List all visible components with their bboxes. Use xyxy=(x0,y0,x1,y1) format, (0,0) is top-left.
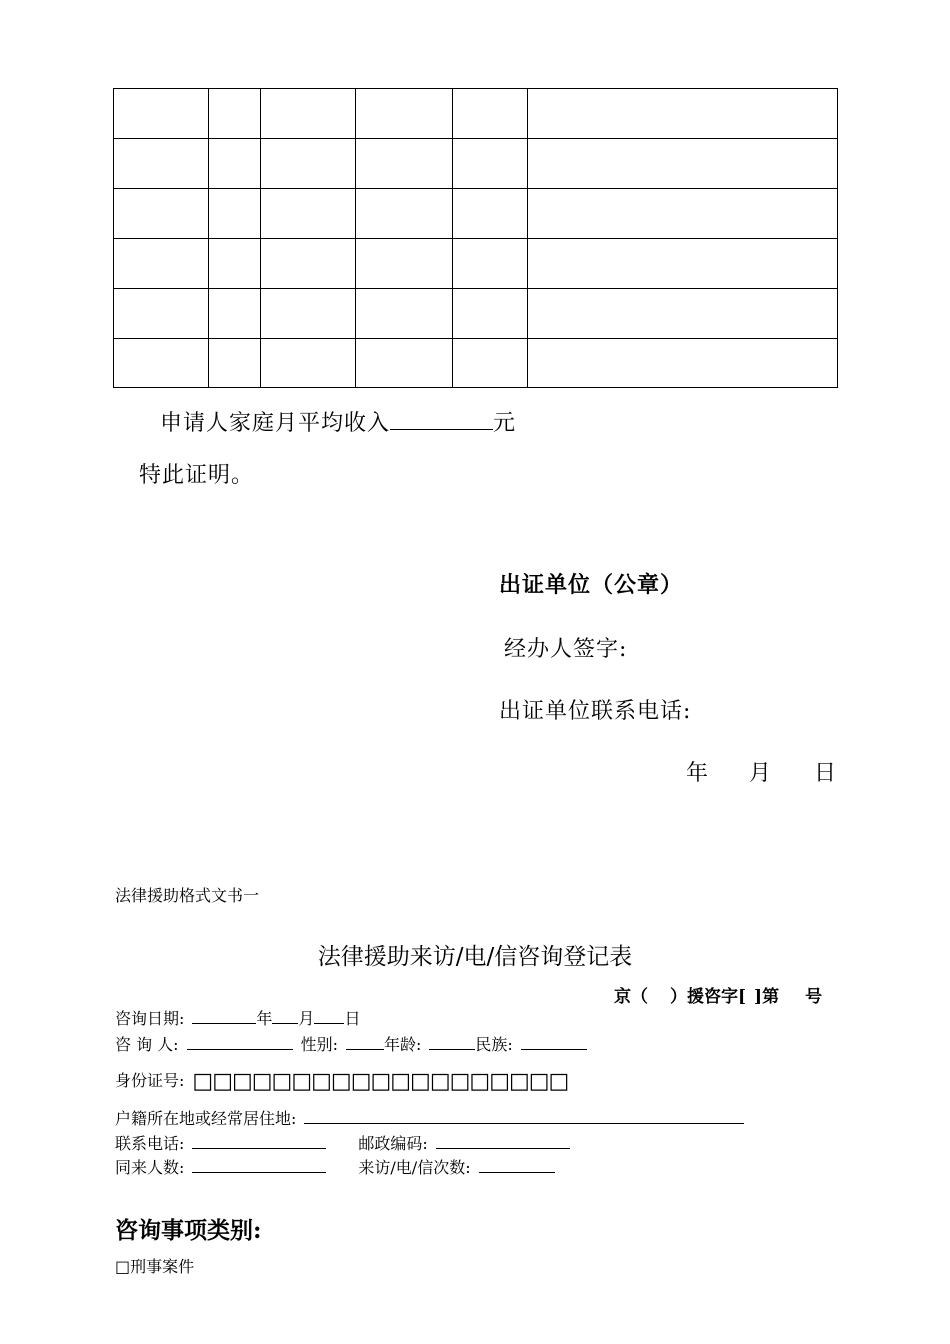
table-cell[interactable] xyxy=(261,339,356,388)
table-cell[interactable] xyxy=(114,239,209,289)
table-cell[interactable] xyxy=(356,189,453,239)
consultant-blank[interactable] xyxy=(187,1049,293,1050)
table-row xyxy=(114,239,838,289)
table-row xyxy=(114,139,838,189)
companions-blank[interactable] xyxy=(192,1172,326,1173)
date-day: 日 xyxy=(814,761,838,786)
table-cell[interactable] xyxy=(114,189,209,239)
table-cell[interactable] xyxy=(261,239,356,289)
age-label: 年龄: xyxy=(383,1035,422,1054)
income-table xyxy=(113,88,838,388)
income-unit: 元 xyxy=(493,411,517,436)
consult-year-unit: 年 xyxy=(256,1009,273,1028)
table-cell[interactable] xyxy=(528,289,838,339)
income-blank[interactable] xyxy=(390,429,493,430)
table-cell[interactable] xyxy=(209,289,261,339)
table-cell[interactable] xyxy=(261,189,356,239)
consult-month-unit: 月 xyxy=(298,1009,315,1028)
table-cell[interactable] xyxy=(528,89,838,139)
contact-phone-blank[interactable] xyxy=(192,1148,326,1149)
handler-label: 经办人签字: xyxy=(504,637,628,662)
table-cell[interactable] xyxy=(453,339,528,388)
id-number-line xyxy=(115,1068,568,1094)
id-number-boxes[interactable]: □□□□□□□□□□□□□□□□□□□ xyxy=(192,1069,569,1094)
consult-date-line xyxy=(115,1006,360,1029)
companions-label: 同来人数: xyxy=(115,1158,185,1177)
gender-blank[interactable] xyxy=(346,1049,384,1050)
ref-end: 号 xyxy=(805,987,823,1007)
table-cell[interactable] xyxy=(528,189,838,239)
table-cell[interactable] xyxy=(453,239,528,289)
table-cell[interactable] xyxy=(114,89,209,139)
consult-year-blank[interactable] xyxy=(192,1023,256,1024)
date-year: 年 xyxy=(686,761,710,786)
income-line xyxy=(160,406,516,437)
table-cell[interactable] xyxy=(261,89,356,139)
id-number-label: 身份证号: xyxy=(115,1071,185,1090)
visits-blank[interactable] xyxy=(479,1172,555,1173)
table-cell[interactable] xyxy=(209,339,261,388)
table-cell[interactable] xyxy=(356,339,453,388)
table-cell[interactable] xyxy=(209,139,261,189)
table-cell[interactable] xyxy=(356,289,453,339)
certify-text: 特此证明。 xyxy=(139,463,255,488)
table-cell[interactable] xyxy=(356,139,453,189)
consult-day-unit: 日 xyxy=(344,1009,361,1028)
table-cell[interactable] xyxy=(453,89,528,139)
table-cell[interactable] xyxy=(209,239,261,289)
residence-line xyxy=(115,1106,744,1129)
postal-blank[interactable] xyxy=(436,1148,570,1149)
phone-label: 出证单位联系电话: xyxy=(499,699,692,724)
table-row xyxy=(114,89,838,139)
table-cell[interactable] xyxy=(528,139,838,189)
postal-label: 邮政编码: xyxy=(358,1134,428,1153)
consult-day-blank[interactable] xyxy=(314,1023,344,1024)
issuer-label: 出证单位（公章） xyxy=(499,572,684,598)
consultant-label: 咨 询 人: xyxy=(115,1035,179,1054)
table-row xyxy=(114,289,838,339)
age-blank[interactable] xyxy=(429,1049,475,1050)
ref-suffix: ]第 xyxy=(754,987,780,1007)
table-cell[interactable] xyxy=(261,289,356,339)
table-cell[interactable] xyxy=(114,139,209,189)
ref-prefix: 京（ xyxy=(614,987,648,1007)
table-cell[interactable] xyxy=(453,139,528,189)
table-cell[interactable] xyxy=(356,89,453,139)
consult-date-label: 咨询日期: xyxy=(115,1009,185,1028)
table-cell[interactable] xyxy=(261,139,356,189)
ethnicity-blank[interactable] xyxy=(521,1049,587,1050)
doc-caption: 法律援助格式文书一 xyxy=(115,886,260,905)
consultant-line xyxy=(115,1032,587,1055)
visits-label: 来访/电/信次数: xyxy=(358,1158,471,1177)
form-title: 法律援助来访/电/信咨询登记表 xyxy=(317,944,633,970)
table-cell[interactable] xyxy=(528,339,838,388)
category-criminal[interactable]: □刑事案件 xyxy=(115,1257,195,1276)
consult-month-blank[interactable] xyxy=(272,1023,298,1024)
table-cell[interactable] xyxy=(528,239,838,289)
table-cell[interactable] xyxy=(209,89,261,139)
date-month: 月 xyxy=(749,761,773,786)
ref-number xyxy=(614,982,822,1007)
residence-label: 户籍所在地或经常居住地: xyxy=(115,1109,297,1128)
contact-phone-label: 联系电话: xyxy=(115,1134,185,1153)
table-cell[interactable] xyxy=(114,339,209,388)
table-row xyxy=(114,339,838,388)
residence-blank[interactable] xyxy=(304,1123,744,1124)
table-cell[interactable] xyxy=(356,239,453,289)
ethnicity-label: 民族: xyxy=(475,1035,513,1054)
table-row xyxy=(114,189,838,239)
table-cell[interactable] xyxy=(453,189,528,239)
phone-postal-line xyxy=(115,1131,570,1154)
table-cell[interactable] xyxy=(209,189,261,239)
table-cell[interactable] xyxy=(453,289,528,339)
income-label: 申请人家庭月平均收入 xyxy=(160,411,391,436)
category-title: 咨询事项类别: xyxy=(115,1217,262,1244)
ref-middle: ）援咨字[ xyxy=(670,987,747,1007)
table-cell[interactable] xyxy=(114,289,209,339)
companions-line xyxy=(115,1155,555,1178)
gender-label: 性别: xyxy=(300,1035,338,1054)
